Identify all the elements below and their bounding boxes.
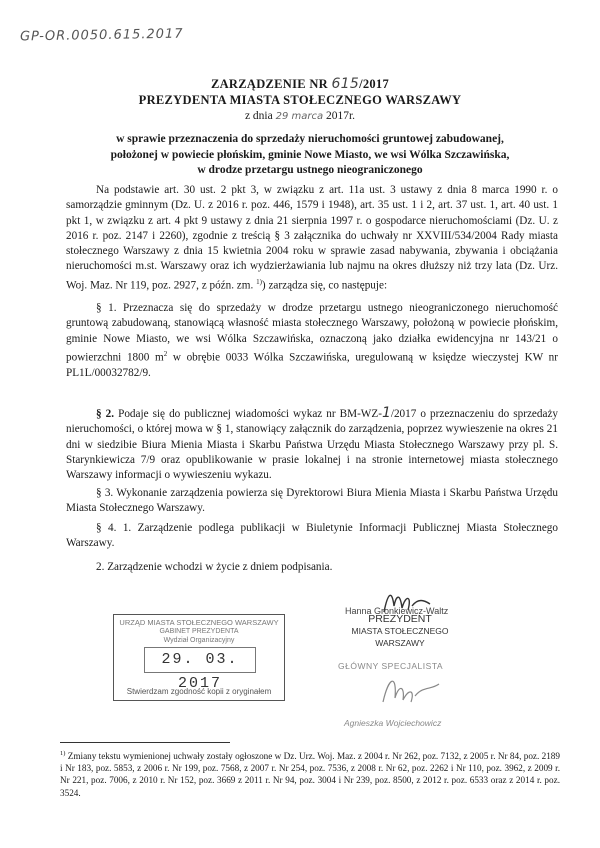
subject-line-1: w sprawie przeznaczenia do sprzedaży nieruchomości gruntowej zabudowanej, bbox=[116, 133, 504, 145]
section-4-point-2: 2. Zarządzenie wchodzi w życie z dniem podpisania. bbox=[96, 561, 333, 573]
certification-text: Stwierdzam zgodność kopii z oryginałem bbox=[126, 687, 272, 696]
handwritten-date: 29 marca bbox=[275, 111, 324, 122]
mayor-subtitle: MIASTA STOŁECZNEGO WARSZAWY bbox=[351, 626, 449, 648]
section-1-text: § 1. Przeznacza się do sprzedaży w drodze przetargu ustnego nieograniczonego nieruchomość gruntową zabudowaną, stanowiącą własność miasta stołecznego Warszawy, położoną w powiecie płońskim, gminie Nowe Miasto, we wsi Wólka Szczawińska, oznaczoną jako działka ewidencyjna nr 143/21 o powierzchni 1800 m bbox=[66, 302, 558, 364]
office-stamp-line-1: URZĄD MIASTA STOŁECZNEGO WARSZAWY bbox=[119, 618, 279, 627]
section-2-label: § 2. bbox=[96, 408, 115, 420]
footnote-text: Zmiany tekstu wymienionej uchwały zostały ogłoszone w Dz. Urz. Woj. Maz. z 2004 r. Nr 262, poz. 7132, z 2005 r. Nr 84, poz. 2189 i Nr 183, poz. 5853, z 2006 r. Nr 199, poz. 7568, z 2007 r. Nr 254, poz. 7536, z 2008 r. Nr 62, poz. 2262 i Nr 110, poz. 3962, z 2009 r. Nr 221, poz. 7006, z 2010 r. Nr 152, poz. 3669 z 2011 r. Nr 94, poz. 3004 i Nr 239, poz. 8500, z 2012 r. poz. 6533 oraz z 2014 r. poz. 3524. bbox=[60, 751, 560, 798]
office-stamp-line-2: GABINET PREZYDENTA bbox=[159, 628, 239, 635]
mayor-signature-stamp bbox=[330, 613, 470, 649]
section-2-text: Podaje się do publicznej wiadomości wykaz nr BM-WZ- bbox=[114, 408, 382, 420]
section-1 bbox=[66, 301, 558, 381]
section-1-text-end: w obrębie 0033 Wólka Szczawińska, uregulowaną w księdze wieczystej KW nr PL1L/00032782/9. bbox=[66, 351, 558, 379]
mayor-title: PREZYDENT bbox=[368, 613, 432, 625]
footnote-separator bbox=[60, 742, 230, 743]
subject-line-2: położonej w powiecie płońskim, gminie Nowe Miasto, we wsi Wólka Szczawińska, bbox=[110, 148, 510, 161]
chief-specialist-stamp: GŁÓWNY SPECJALISTA bbox=[338, 661, 444, 671]
handwritten-list-number: 1 bbox=[381, 405, 391, 421]
section-2-text-end: /2017 o przeznaczeniu do sprzedaży nieruchomości, o której mowa w § 1, stanowiący załącznik do zarządzenia, poprzez wywieszenie na okres 21 dni w siedzibie Biura Mienia Miasta i Skarbu Państwa Urzędu Miasta Stołecznego Warszawy przy pl. S. Starynkiewicza 7/9 oraz opublikowanie w prasie lokalnej i na stronie internetowej miasta stołecznego Warszawy informacji o wywieszeniu wykazu. bbox=[66, 408, 559, 482]
date-suffix: 2017r. bbox=[323, 110, 356, 122]
mayor-name: Hanna Gronkiewicz-Waltz bbox=[345, 606, 449, 616]
handwritten-reference: GP-OR.0050.615.2017 bbox=[19, 26, 184, 45]
handwritten-order-number: 615 bbox=[331, 76, 360, 92]
footnote bbox=[60, 748, 560, 799]
legal-basis-closing: ) zarządza się, co następuje: bbox=[261, 279, 388, 292]
office-stamp-line-3: Wydział Organizacyjny bbox=[163, 637, 235, 644]
office-certification-stamp bbox=[113, 614, 285, 701]
date-prefix: z dnia bbox=[244, 110, 276, 122]
legal-basis-paragraph bbox=[66, 183, 558, 294]
stamp-date: 29. 03. 2017 bbox=[144, 647, 256, 673]
document-date bbox=[0, 110, 600, 122]
section-2 bbox=[66, 406, 558, 483]
chief-specialist-name: Agnieszka Wojciechowicz bbox=[344, 718, 442, 728]
area-unit-superscript: 2 bbox=[163, 349, 168, 358]
title-prefix: ZARZĄDZENIE NR bbox=[210, 77, 332, 91]
document-subject bbox=[60, 132, 560, 179]
chief-specialist-signature bbox=[375, 672, 445, 706]
section-3: § 3. Wykonanie zarządzenia powierza się Dyrektorowi Biura Mienia Miasta i Skarbu Państwa Urzędu Miasta Stołecznego Warszawy. bbox=[66, 487, 558, 515]
section-4-point-1: § 4. 1. Zarządzenie podlega publikacji w Biuletynie Informacji Publicznej Miasta Stołecznego Warszawy. bbox=[66, 522, 558, 550]
document-title bbox=[0, 76, 600, 92]
footnote-reference: 1) bbox=[256, 277, 262, 286]
footnote-mark: 1) bbox=[60, 750, 66, 757]
title-suffix: /2017 bbox=[359, 77, 390, 91]
subject-line-3: w drodze przetargu ustnego nieograniczonego bbox=[197, 164, 423, 176]
legal-basis-text: Na podstawie art. 30 ust. 2 pkt 3, w związku z art. 11a ust. 3 ustawy z dnia 8 marca 1990 r. o samorządzie gminnym (Dz. U. z 2016 r. poz. 446, 1579 i 1948), art. 35 ust. 1 i 2, art. 37 ust. 1, art. 40 ust. 1 pkt 1, w związku z art. 4 pkt 9 ustawy z dnia 21 sierpnia 1997 r. o gospodarce nieruchomościami (Dz. U. z 2016 r. poz. 2147 i 2260), zgodnie z treścią § 3 załącznika do uchwały nr XXVIII/534/2004 Rady miasta stołecznego Warszawy z dnia 15 kwietnia 2004 roku w sprawie zasad nabywania, zbywania i obciążania nieruchomości m.st. Warszawy oraz ich wydzierżawiania lub najmu na okres dłuższy niż trzy lata (Dz. Urz. Woj. Maz. Nr 119, poz. 2927, z późn. zm. bbox=[66, 184, 558, 292]
issuer-title: PREZYDENTA MIASTA STOŁECZNEGO WARSZAWY bbox=[138, 93, 462, 107]
